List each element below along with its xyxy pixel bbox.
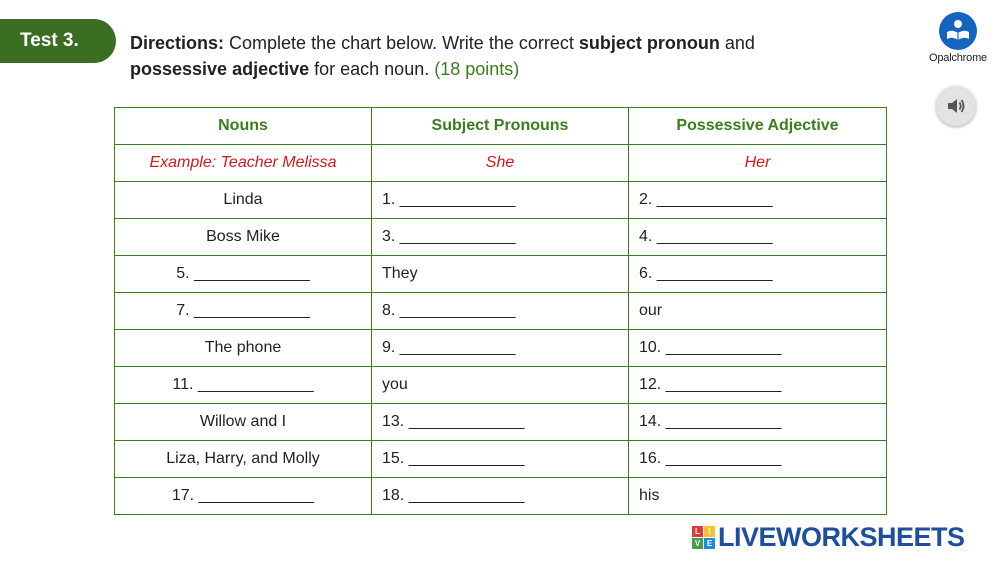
answer-blank-4[interactable]: 4. _____________ bbox=[629, 219, 887, 256]
subject-pronoun-cell: you bbox=[372, 367, 629, 404]
answer-blank-6[interactable]: 6. _____________ bbox=[629, 256, 887, 293]
table-row bbox=[115, 404, 887, 441]
logo-letter: E bbox=[704, 538, 715, 549]
answer-blank-12[interactable]: 12. _____________ bbox=[629, 367, 887, 404]
noun-cell: The phone bbox=[115, 330, 372, 367]
answer-blank-9[interactable]: 9. _____________ bbox=[372, 330, 629, 367]
header-row bbox=[115, 108, 887, 145]
answer-blank-16[interactable]: 16. _____________ bbox=[629, 441, 887, 478]
logo-letter: L bbox=[692, 526, 703, 537]
answer-blank-3[interactable]: 3. _____________ bbox=[372, 219, 629, 256]
points-label: (18 points) bbox=[434, 59, 520, 79]
noun-cell: Willow and I bbox=[115, 404, 372, 441]
answer-blank-1[interactable]: 1. _____________ bbox=[372, 182, 629, 219]
example-subject-pronoun: She bbox=[372, 145, 629, 182]
header-possessive-adjective: Possessive Adjective bbox=[629, 108, 887, 145]
answer-blank-17[interactable]: 17. _____________ bbox=[115, 478, 372, 515]
table-row bbox=[115, 441, 887, 478]
directions-text-3: for each noun. bbox=[309, 59, 435, 79]
speaker-icon bbox=[945, 95, 967, 117]
watermark-text: LIVEWORKSHEETS bbox=[718, 521, 965, 552]
table-row bbox=[115, 367, 887, 404]
directions-bold-1: subject pronoun bbox=[578, 33, 720, 53]
example-row bbox=[115, 145, 887, 182]
test-label: Test 3. bbox=[0, 19, 116, 63]
book-leaf-icon bbox=[939, 12, 977, 50]
table-row bbox=[115, 293, 887, 330]
answer-blank-13[interactable]: 13. _____________ bbox=[372, 404, 629, 441]
answer-blank-14[interactable]: 14. _____________ bbox=[629, 404, 887, 441]
table-row bbox=[115, 182, 887, 219]
answer-blank-10[interactable]: 10. _____________ bbox=[629, 330, 887, 367]
directions-label: Directions: bbox=[130, 33, 225, 53]
answer-blank-18[interactable]: 18. _____________ bbox=[372, 478, 629, 515]
possessive-adjective-cell: our bbox=[629, 293, 887, 330]
answer-blank-8[interactable]: 8. _____________ bbox=[372, 293, 629, 330]
noun-cell: Liza, Harry, and Molly bbox=[115, 441, 372, 478]
table-row bbox=[115, 219, 887, 256]
brand-name: Opalchrome bbox=[929, 52, 987, 64]
header-subject-pronouns: Subject Pronouns bbox=[372, 108, 629, 145]
possessive-adjective-cell: his bbox=[629, 478, 887, 515]
directions bbox=[130, 30, 890, 82]
directions-bold-2: possessive adjective bbox=[130, 59, 310, 79]
header-nouns: Nouns bbox=[115, 108, 372, 145]
brand-logo bbox=[925, 12, 991, 64]
noun-cell: Boss Mike bbox=[115, 219, 372, 256]
noun-cell: Linda bbox=[115, 182, 372, 219]
table-row bbox=[115, 330, 887, 367]
liveworksheets-logo-icon bbox=[692, 526, 715, 549]
logo-letter: V bbox=[692, 538, 703, 549]
table-row bbox=[115, 256, 887, 293]
answer-blank-2[interactable]: 2. _____________ bbox=[629, 182, 887, 219]
answer-blank-5[interactable]: 5. _____________ bbox=[115, 256, 372, 293]
pronoun-chart bbox=[114, 107, 887, 515]
answer-blank-15[interactable]: 15. _____________ bbox=[372, 441, 629, 478]
audio-button[interactable] bbox=[936, 86, 976, 126]
directions-text-1: Complete the chart below. Write the correct bbox=[224, 33, 579, 53]
table-row bbox=[115, 478, 887, 515]
logo-letter: I bbox=[704, 526, 715, 537]
answer-blank-11[interactable]: 11. _____________ bbox=[115, 367, 372, 404]
example-possessive-adjective: Her bbox=[629, 145, 887, 182]
subject-pronoun-cell: They bbox=[372, 256, 629, 293]
liveworksheets-watermark bbox=[692, 522, 965, 552]
example-noun: Example: Teacher Melissa bbox=[115, 145, 372, 182]
answer-blank-7[interactable]: 7. _____________ bbox=[115, 293, 372, 330]
directions-text-2: and bbox=[719, 33, 755, 53]
